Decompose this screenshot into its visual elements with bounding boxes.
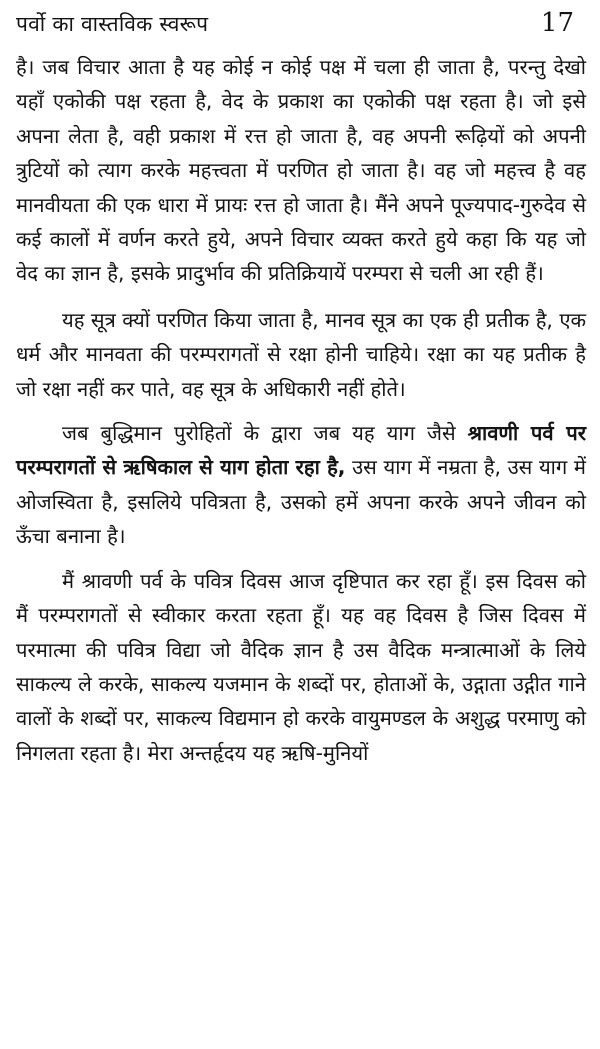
paragraph-3-rest: उस याग में नम्रता है, उस याग में ओजस्विता है, इसलिये पवित्रता है, उसको हमें अपना करके अपने जीवन को ऊँचा बनाना है। bbox=[16, 455, 586, 549]
paragraph-2: यह सूत्र क्यों परणित किया जाता है, मानव सूत्र का एक ही प्रतीक है, एक धर्म और मानवता की परम्परागतों से रक्षा होनी चाहिये। रक्षा का यह प्रतीक है जो रक्षा नहीं कर पाते, वह सूत्र के अधिकारी नहीं होते। bbox=[16, 307, 586, 401]
paragraph-3-intro: जब बुद्धिमान पुरोहितों के द्वारा जब यह याग जैसे bbox=[62, 421, 468, 446]
running-header bbox=[16, 8, 586, 50]
chapter-title: पर्वो का वास्तविक स्वरूप bbox=[16, 12, 209, 36]
page-number: 17 bbox=[540, 8, 574, 38]
paragraph-4: मैं श्रावणी पर्व के पवित्र दिवस आज दृष्टिपात कर रहा हूँ। इस दिवस को मैं परम्परागतों से स्वीकार करता रहता हूँ। यह वह दिवस है जिस दिवस में परमात्मा की पवित्र विद्या जो वैदिक ज्ञान है उस वैदिक मन्त्रात्माओं के लिये साकल्य ले करके, साकल्य यजमान के शब्दों पर, होताओं के, उद्गाता उद्गीत गाने वालों के शब्दों पर, साकल्य विद्यमान हो करके वायुमण्डल के अशुद्ध परमाणु को निगलता रहता है। मेरा अन्तर्हृदय यह ऋषि-मुनियों bbox=[16, 568, 586, 765]
paragraph-3-bold-phrase: श्रावणी पर्व पर परम्परागतों से ऋषिकाल से याग होता रहा है, bbox=[16, 421, 586, 480]
paragraph-3 bbox=[16, 416, 586, 554]
paragraph-1: है। जब विचार आता है यह कोई न कोई पक्ष में चला ही जाता है, परन्तु देखो यहाँ एकोकी पक्ष रहता है, वेद के प्रकाश का एकोकी पक्ष रहता है। जो इसे अपना लेता है, वही प्रकाश में रत्त हो जाता है, वह अपनी रूढ़ियों को अपनी त्रुटियों को त्याग करके महत्त्वता में परणित हो जाता है। वह जो महत्त्व है वह मानवीयता की एक धारा में प्रायः रत्त हो जाता है। मैंने अपने पूज्यपाद-गुरुदेव से कई कालों में वर्णन करते हुये, अपने विचार व्यक्त करते हुये कहा कि यह जो वेद का ज्ञान है, इसके प्रादुर्भाव की प्रतिक्रियायें परम्परा से चली आ रही हैं। bbox=[16, 55, 586, 286]
body-text bbox=[16, 50, 586, 770]
